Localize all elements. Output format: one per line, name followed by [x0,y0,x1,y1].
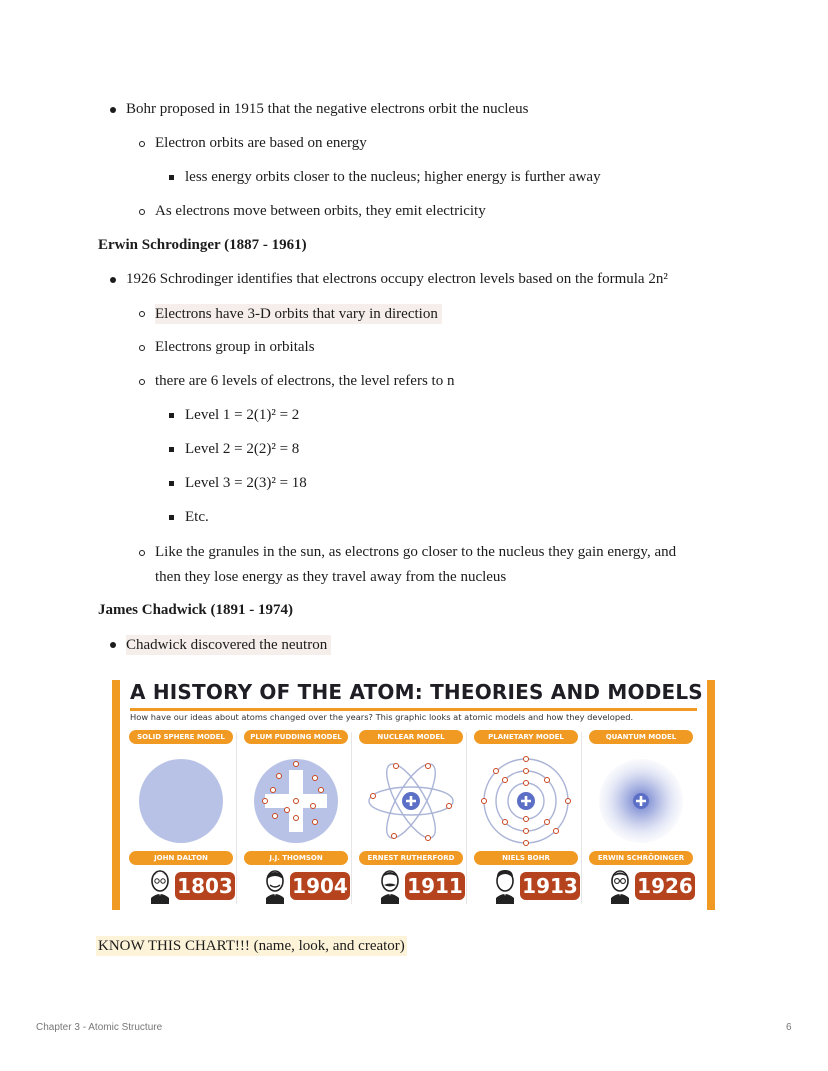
bullet-circle-icon [139,141,145,147]
bullet-disc-icon [110,277,116,283]
scientist-name-label: ERWIN SCHRÖDINGER [589,851,693,865]
schrodinger-heading: Erwin Schrodinger (1887 - 1961) [98,237,307,253]
bullet-disc-icon [110,642,116,648]
model-column-bohr [470,730,578,906]
schrodinger-main-text: 1926 Schrodinger identifies that electrons occupy electron levels based on the formula 2n² [126,271,668,287]
schrodinger-sub3-text: there are 6 levels of electrons, the level refers to n [155,373,455,389]
bullet-disc-icon [110,107,116,113]
scientist-name-label: NIELS BOHR [474,851,578,865]
scientist-portrait-icon [149,868,171,904]
bullet-circle-icon [139,345,145,351]
bullet-circle-icon [139,379,145,385]
bullet-square-icon [169,481,174,486]
model-name-label: QUANTUM MODEL [589,730,693,744]
scientist-portrait-icon [264,868,286,904]
schrodinger-sub4-line2: then they lose energy as they travel away from the nucleus [155,569,507,585]
bullet-circle-icon [139,209,145,215]
model-year-badge: 1904 [290,872,350,900]
schrodinger-sub1-text: Electrons have 3-D orbits that vary in direction [155,304,442,324]
schrodinger-sub4-line1: Like the granules in the sun, as electrons go closer to the nucleus they gain energy, and [155,544,677,560]
level-text: Level 1 = 2(1)² = 2 [185,407,300,423]
bohr-main-text: Bohr proposed in 1915 that the negative electrons orbit the nucleus [126,101,529,117]
bohr-sub1-detail-text: less energy orbits closer to the nucleus; higher energy is further away [185,169,601,185]
footer-page-number: 6 [786,1022,792,1033]
bohr-sub2-text: As electrons move between orbits, they emit electricity [155,203,486,219]
atom-history-infographic [112,676,715,910]
bullet-square-icon [169,175,174,180]
bohr-sub1-text: Electron orbits are based on energy [155,135,367,151]
column-divider [351,732,352,904]
level-text: Level 3 = 2(3)² = 18 [185,475,307,491]
chadwick-main-text: Chadwick discovered the neutron [126,635,331,655]
level-text: Etc. [185,509,209,525]
model-year-badge: 1913 [520,872,580,900]
scientist-name-label: ERNEST RUTHERFORD [359,851,463,865]
nuclear-model-icon [366,756,456,846]
scientist-portrait-icon [379,868,401,904]
level-text: Level 2 = 2(2)² = 8 [185,441,300,457]
scientist-portrait-icon [609,868,631,904]
infographic-subtitle: How have our ideas about atoms changed over the years? This graphic looks at atomic models and how they developed. [130,712,634,722]
scientist-name-label: JOHN DALTON [129,851,233,865]
solid-sphere-icon [136,756,226,846]
footer-chapter: Chapter 3 - Atomic Structure [36,1022,163,1033]
column-divider [236,732,237,904]
model-name-label: PLUM PUDDING MODEL [244,730,348,744]
model-year-badge: 1911 [405,872,465,900]
model-column-dalton [125,730,233,906]
infographic-right-border [707,680,715,910]
know-this-chart-note: KNOW THIS CHART!!! (name, look, and creator) [98,938,405,954]
model-year-badge: 1926 [635,872,695,900]
schrodinger-sub2-text: Electrons group in orbitals [155,339,315,355]
model-name-label: SOLID SPHERE MODEL [129,730,233,744]
model-year-badge: 1803 [175,872,235,900]
column-divider [581,732,582,904]
bullet-circle-icon [139,311,145,317]
model-column-rutherford [355,730,463,906]
chadwick-heading: James Chadwick (1891 - 1974) [98,602,293,618]
model-name-label: PLANETARY MODEL [474,730,578,744]
planetary-model-icon [481,756,571,846]
scientist-portrait-icon [494,868,516,904]
model-column-thomson [240,730,348,906]
infographic-title: A HISTORY OF THE ATOM: THEORIES AND MODELS [130,680,703,704]
title-underline [130,708,697,711]
infographic-left-border [112,680,120,910]
column-divider [466,732,467,904]
scientist-name-label: J.J. THOMSON [244,851,348,865]
bullet-square-icon [169,413,174,418]
model-column-schrodinger [585,730,693,906]
bullet-circle-icon [139,550,145,556]
model-name-label: NUCLEAR MODEL [359,730,463,744]
quantum-model-icon [596,756,686,846]
bullet-square-icon [169,447,174,452]
plum-pudding-icon [251,756,341,846]
bullet-square-icon [169,515,174,520]
